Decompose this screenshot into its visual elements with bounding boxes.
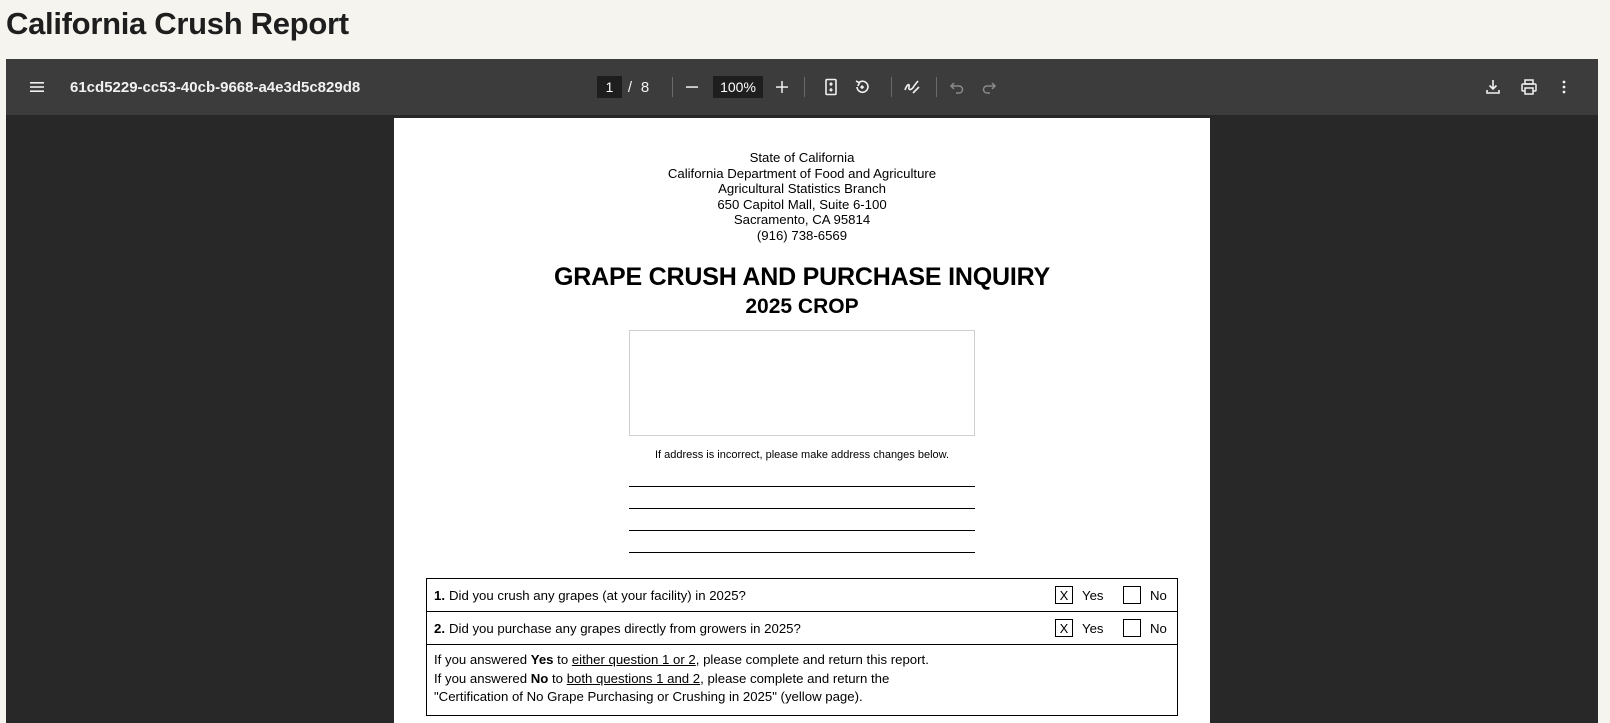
toolbar-divider	[936, 77, 937, 97]
toolbar-divider	[804, 77, 805, 97]
instruction-text: If you answered	[434, 670, 531, 686]
instruction-line: "Certification of No Grape Purchasing or Crushing in 2025" (yellow page).	[434, 689, 863, 704]
redo-icon[interactable]	[972, 70, 1006, 104]
instruction-text: , please complete and return this report.	[695, 652, 929, 667]
page-total: 8	[640, 78, 650, 96]
header-line: (916) 738-6569	[756, 227, 848, 243]
header-line: Agricultural Statistics Branch	[718, 181, 886, 197]
question-text: Did you purchase any grapes directly from growers in 2025?	[449, 620, 801, 636]
more-vertical-icon[interactable]	[1547, 70, 1581, 104]
address-line[interactable]	[629, 486, 975, 487]
form-subtitle: 2025 CROP	[745, 295, 859, 318]
no-checkbox[interactable]	[1123, 586, 1141, 604]
question-number: 1.	[434, 587, 445, 603]
no-label: No	[1150, 620, 1167, 636]
page-number-input[interactable]	[597, 76, 622, 98]
header-line: California Department of Food and Agriculture	[667, 165, 937, 181]
yes-checkbox[interactable]: X	[1055, 586, 1073, 604]
undo-icon[interactable]	[940, 70, 974, 104]
print-icon[interactable]	[1512, 70, 1546, 104]
instruction-emphasis: No	[530, 670, 549, 686]
toolbar-divider	[672, 77, 673, 97]
page-separator: /	[627, 78, 633, 96]
toolbar-divider	[891, 77, 892, 97]
rotate-icon[interactable]	[845, 70, 879, 104]
instruction-text: If you answered	[434, 652, 531, 667]
address-line[interactable]	[629, 552, 975, 553]
instructions	[427, 645, 1177, 715]
no-option	[1123, 619, 1167, 637]
instruction-underline: either question 1 or 2	[571, 652, 696, 667]
question-row	[427, 612, 1177, 645]
address-line[interactable]	[629, 508, 975, 509]
no-checkbox[interactable]	[1123, 619, 1141, 637]
header-line: 650 Capitol Mall, Suite 6-100	[717, 196, 887, 212]
question-row	[427, 579, 1177, 612]
yes-option	[1055, 619, 1104, 637]
header-line: Sacramento, CA 95814	[733, 212, 871, 228]
question-number: 2.	[434, 620, 445, 636]
instruction-underline: both questions 1 and 2	[566, 670, 701, 686]
instruction-line	[434, 670, 1170, 689]
yes-label: Yes	[1082, 587, 1104, 603]
agency-header	[394, 150, 1210, 244]
minus-icon[interactable]	[675, 70, 709, 104]
questions-table	[426, 578, 1178, 716]
yes-label: Yes	[1082, 620, 1104, 636]
instruction-emphasis: Yes	[530, 652, 554, 667]
address-box	[629, 330, 975, 436]
pdf-page	[394, 118, 1210, 723]
no-option	[1123, 586, 1167, 604]
document-name: 61cd5229-cc53-40cb-9668-a4e3d5c829d8	[70, 78, 361, 96]
instruction-text: to	[553, 652, 572, 667]
page-title: California Crush Report	[6, 6, 349, 41]
header-line: State of California	[749, 150, 855, 165]
instruction-text: , please complete and return the	[700, 670, 890, 686]
menu-icon[interactable]	[20, 70, 54, 104]
yes-checkbox[interactable]: X	[1055, 619, 1073, 637]
pdf-viewer	[6, 59, 1598, 723]
address-note: If address is incorrect, please make address changes below.	[654, 449, 950, 461]
question-text: Did you crush any grapes (at your facility) in 2025?	[449, 587, 746, 603]
plus-icon[interactable]	[765, 70, 799, 104]
fit-page-icon[interactable]	[814, 70, 848, 104]
pdf-toolbar	[6, 59, 1598, 115]
form-title: GRAPE CRUSH AND PURCHASE INQUIRY	[554, 263, 1050, 291]
yes-option	[1055, 586, 1104, 604]
address-line[interactable]	[629, 530, 975, 531]
draw-icon[interactable]	[895, 70, 929, 104]
download-icon[interactable]	[1476, 70, 1510, 104]
instruction-line	[434, 651, 1170, 670]
instruction-text: to	[548, 670, 567, 686]
no-label: No	[1150, 587, 1167, 603]
zoom-input[interactable]	[713, 76, 763, 98]
